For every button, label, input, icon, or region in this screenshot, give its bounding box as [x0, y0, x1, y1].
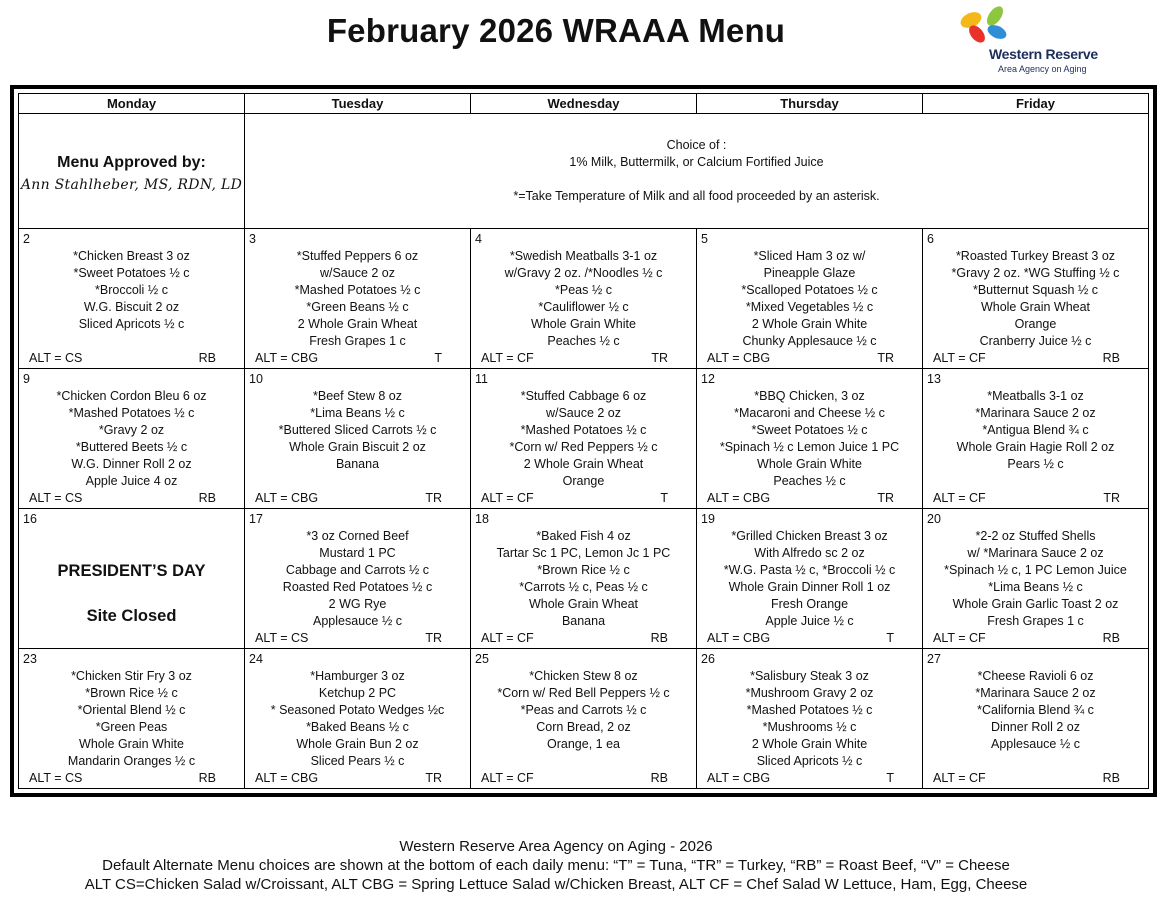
menu-items [923, 528, 1148, 631]
alt-option: ALT = CS [29, 491, 83, 505]
menu-item: Orange, 1 ea [547, 737, 620, 752]
day-cell [19, 649, 245, 789]
holiday-notice [19, 549, 244, 639]
menu-item: *California Blend ¾ c [977, 703, 1094, 718]
menu-item: *Mashed Potatoes ½ c [520, 423, 647, 438]
menu-item: 2 Whole Grain White [751, 317, 868, 332]
menu-item: Whole Grain Dinner Roll 1 oz [728, 580, 891, 595]
day-cell [697, 649, 923, 789]
menu-items [923, 248, 1148, 351]
wraaa-logo [955, 4, 1105, 78]
day-cell [471, 369, 697, 509]
day-number: 26 [701, 652, 715, 666]
menu-item: W.G. Dinner Roll 2 oz [71, 457, 192, 472]
week-row [19, 229, 1149, 369]
alternate-code: TR [425, 631, 442, 645]
alt-option: ALT = CF [481, 631, 534, 645]
menu-items [471, 388, 696, 491]
menu-item: *Oriental Blend ½ c [77, 703, 186, 718]
menu-item: *Green Beans ½ c [306, 300, 409, 315]
menu-item: *Grilled Chicken Breast 3 oz [731, 529, 888, 543]
menu-item: w/Gravy 2 oz. /*Noodles ½ c [504, 266, 663, 281]
alt-option: ALT = CBG [255, 771, 319, 785]
menu-items [471, 528, 696, 631]
menu-item: *Broccoli ½ c [95, 283, 168, 298]
menu-item: Mandarin Oranges ½ c [67, 754, 196, 769]
day-number: 17 [249, 512, 263, 526]
day-cell [923, 509, 1149, 649]
menu-item: *Spinach ½ c Lemon Juice 1 PC [719, 440, 900, 455]
menu-item: Whole Grain Garlic Toast 2 oz [952, 597, 1119, 612]
alt-option: ALT = CBG [707, 491, 771, 505]
alternate-code: TR [1103, 491, 1120, 505]
weekday-header: Friday [923, 94, 1149, 114]
alternate-code: TR [425, 491, 442, 505]
menu-item: Whole Grain Wheat [528, 597, 639, 612]
menu-item: *Sweet Potatoes ½ c [751, 423, 868, 438]
menu-item: With Alfredo sc 2 oz [754, 546, 865, 561]
choice-options: 1% Milk, Buttermilk, or Calcium Fortified Juice [569, 155, 824, 169]
day-cell [245, 369, 471, 509]
day-number: 2 [23, 232, 30, 246]
day-number: 3 [249, 232, 256, 246]
alternate-code: RB [1102, 771, 1120, 785]
menu-item: Pineapple Glaze [763, 266, 856, 281]
menu-calendar-frame [10, 85, 1157, 797]
menu-items [697, 388, 922, 491]
menu-item: *Lima Beans ½ c [988, 580, 1083, 595]
alt-option: ALT = CS [29, 351, 83, 365]
menu-item: *Chicken Breast 3 oz [73, 249, 190, 263]
menu-item: w/Sauce 2 oz [545, 406, 622, 421]
menu-item: Fresh Grapes 1 c [987, 614, 1084, 629]
alternate-code: TR [877, 351, 894, 365]
menu-item: 2 Whole Grain Wheat [297, 317, 418, 332]
approved-label: Menu Approved by: [57, 153, 206, 171]
menu-item: *Marinara Sauce 2 oz [975, 686, 1096, 701]
menu-item: *Hamburger 3 oz [310, 669, 405, 683]
weekday-header: Thursday [697, 94, 923, 114]
alternate-code: RB [1102, 631, 1120, 645]
menu-item: Whole Grain Wheat [980, 300, 1091, 315]
day-cell [697, 229, 923, 369]
day-number: 18 [475, 512, 489, 526]
menu-item: *Marinara Sauce 2 oz [975, 406, 1096, 421]
alt-option: ALT = CBG [707, 351, 771, 365]
menu-items [697, 248, 922, 351]
week-row [19, 649, 1149, 789]
alternate-code: RB [650, 631, 668, 645]
holiday-line: PRESIDENT’S DAY [57, 562, 206, 580]
menu-item: Applesauce ½ c [313, 614, 402, 629]
day-number: 6 [927, 232, 934, 246]
menu-items [471, 668, 696, 753]
day-number: 19 [701, 512, 715, 526]
beverage-choice-cell [245, 114, 1149, 229]
footer-agency: Western Reserve Area Agency on Aging - 2026 [399, 838, 713, 855]
alternate-code: RB [198, 771, 216, 785]
menu-item: Peaches ½ c [547, 334, 620, 349]
menu-items [245, 668, 470, 771]
menu-item: *Carrots ½ c, Peas ½ c [519, 580, 648, 595]
menu-item: Corn Bread, 2 oz [536, 720, 631, 735]
menu-item: Whole Grain Hagie Roll 2 oz [956, 440, 1115, 455]
alt-option: ALT = CF [481, 491, 534, 505]
menu-items [697, 668, 922, 771]
holiday-line: Site Closed [86, 607, 177, 625]
menu-item: Orange [1014, 317, 1057, 332]
menu-items [697, 528, 922, 631]
menu-item: *BBQ Chicken, 3 oz [754, 389, 865, 403]
day-cell [471, 649, 697, 789]
menu-item: *Butternut Squash ½ c [972, 283, 1099, 298]
menu-item: Whole Grain White [531, 317, 636, 332]
menu-item: Chunky Applesauce ½ c [742, 334, 877, 349]
menu-item: Whole Grain Bun 2 oz [296, 737, 419, 752]
menu-item: *Corn w/ Red Peppers ½ c [509, 440, 658, 455]
menu-item: *Chicken Cordon Bleu 6 oz [56, 389, 207, 403]
menu-item: *Mashed Potatoes ½ c [294, 283, 421, 298]
menu-item: Roasted Red Potatoes ½ c [282, 580, 433, 595]
day-cell [471, 509, 697, 649]
menu-calendar [18, 93, 1149, 789]
menu-items [245, 388, 470, 473]
menu-item: *Green Peas [95, 720, 168, 735]
week-row [19, 369, 1149, 509]
menu-items [245, 248, 470, 351]
alternate-code: TR [425, 771, 442, 785]
menu-item: *Baked Fish 4 oz [536, 529, 631, 543]
day-number: 25 [475, 652, 489, 666]
alt-option: ALT = CS [255, 631, 309, 645]
alternate-code: T [660, 491, 668, 505]
alt-option: ALT = CBG [255, 351, 319, 365]
menu-item: 2 WG Rye [328, 597, 387, 612]
menu-item: W.G. Biscuit 2 oz [83, 300, 180, 315]
alt-option: ALT = CBG [707, 631, 771, 645]
menu-item: Whole Grain Biscuit 2 oz [289, 440, 426, 455]
logo-subtitle: Area Agency on Aging [998, 64, 1087, 74]
day-number: 27 [927, 652, 941, 666]
page-title: February 2026 WRAAA Menu [326, 12, 786, 49]
menu-item: Whole Grain White [757, 457, 862, 472]
menu-item: *Sweet Potatoes ½ c [73, 266, 190, 281]
menu-item: *Mashed Potatoes ½ c [68, 406, 195, 421]
menu-item: *Roasted Turkey Breast 3 oz [955, 249, 1116, 263]
alt-option: ALT = CF [933, 491, 986, 505]
alt-option: ALT = CF [481, 771, 534, 785]
menu-item: *Corn w/ Red Bell Peppers ½ c [497, 686, 670, 701]
weekday-header-row [19, 94, 1149, 114]
menu-item: Apple Juice 4 oz [85, 474, 178, 489]
alt-option: ALT = CBG [707, 771, 771, 785]
menu-items [19, 248, 244, 333]
day-number: 20 [927, 512, 941, 526]
menu-item: *Mashed Potatoes ½ c [746, 703, 873, 718]
day-number: 23 [23, 652, 37, 666]
menu-item: Orange [562, 474, 605, 489]
day-cell [697, 509, 923, 649]
menu-item: *Mushroom Gravy 2 oz [745, 686, 874, 701]
menu-item: Peaches ½ c [773, 474, 846, 489]
menu-item: *Mushrooms ½ c [762, 720, 857, 735]
leaf-logo-icon [955, 4, 1015, 52]
day-cell [19, 509, 245, 649]
alt-option: ALT = CBG [255, 491, 319, 505]
menu-item: Banana [561, 614, 606, 629]
menu-item: *Lima Beans ½ c [310, 406, 405, 421]
day-number: 12 [701, 372, 715, 386]
menu-item: Apple Juice ½ c [765, 614, 854, 629]
footer-alternate-legend: Default Alternate Menu choices are shown at the bottom of each daily menu: “T” = Tuna, “TR” = Turkey, “RB” = Roast Beef, “V” = Cheese [102, 857, 1010, 874]
footer-alt-definitions: ALT CS=Chicken Salad w/Croissant, ALT CBG = Spring Lettuce Salad w/Chicken Breast, ALT CF = Chef Salad W Lettuce, Ham, Egg, Cheese [84, 876, 1028, 893]
menu-item: *Beef Stew 8 oz [313, 389, 402, 403]
menu-item: *Antigua Blend ¾ c [982, 423, 1089, 438]
day-number: 9 [23, 372, 30, 386]
alt-option: ALT = CF [933, 771, 986, 785]
day-number: 10 [249, 372, 263, 386]
day-cell [245, 229, 471, 369]
menu-item: Pears ½ c [1007, 457, 1064, 472]
day-cell [471, 229, 697, 369]
alt-option: ALT = CF [933, 631, 986, 645]
alternate-code: T [886, 631, 894, 645]
day-cell [19, 229, 245, 369]
menu-item: Mustard 1 PC [319, 546, 396, 561]
alternate-code: RB [1102, 351, 1120, 365]
week-row [19, 509, 1149, 649]
menu-item: *Brown Rice ½ c [85, 686, 178, 701]
alternate-code: TR [651, 351, 668, 365]
approval-cell [19, 114, 245, 229]
day-number: 16 [23, 512, 37, 526]
menu-item: *Gravy 2 oz [98, 423, 165, 438]
menu-item: *Chicken Stir Fry 3 oz [71, 669, 192, 683]
day-cell [923, 649, 1149, 789]
day-number: 5 [701, 232, 708, 246]
menu-item: *Gravy 2 oz. *WG Stuffing ½ c [951, 266, 1120, 281]
menu-item: *Buttered Sliced Carrots ½ c [278, 423, 437, 438]
alt-option: ALT = CS [29, 771, 83, 785]
alternate-code: RB [198, 351, 216, 365]
menu-items [19, 388, 244, 491]
logo-name: Western Reserve [989, 46, 1098, 62]
menu-item: *Spinach ½ c, 1 PC Lemon Juice [944, 563, 1127, 578]
menu-item: w/Sauce 2 oz [319, 266, 396, 281]
menu-item: *Swedish Meatballs 3-1 oz [509, 249, 658, 263]
day-number: 13 [927, 372, 941, 386]
menu-items [923, 668, 1148, 753]
menu-items [923, 388, 1148, 473]
menu-item: *W.G. Pasta ½ c, *Broccoli ½ c [723, 563, 896, 578]
menu-item: *Stuffed Peppers 6 oz [296, 249, 419, 263]
dietitian-signature: Ann Stahlheber, MS, RDN, LD [20, 176, 243, 193]
menu-item: Tartar Sc 1 PC, Lemon Jc 1 PC [496, 546, 671, 561]
day-cell [697, 369, 923, 509]
menu-item: Banana [335, 457, 380, 472]
alternate-code: T [434, 351, 442, 365]
weekday-header: Tuesday [245, 94, 471, 114]
menu-item: *Salisbury Steak 3 oz [750, 669, 869, 683]
menu-item: *2-2 oz Stuffed Shells [975, 529, 1096, 543]
alt-option: ALT = CF [481, 351, 534, 365]
menu-item: Fresh Grapes 1 c [309, 334, 406, 349]
menu-item: *Buttered Beets ½ c [75, 440, 188, 455]
menu-item: *Macaroni and Cheese ½ c [734, 406, 885, 421]
menu-item: *Meatballs 3-1 oz [987, 389, 1084, 403]
day-cell [245, 649, 471, 789]
menu-item: Applesauce ½ c [991, 737, 1080, 752]
menu-items [19, 668, 244, 771]
day-cell [923, 369, 1149, 509]
menu-item: *Stuffed Cabbage 6 oz [520, 389, 647, 403]
alt-option: ALT = CF [933, 351, 986, 365]
menu-item: Sliced Apricots ½ c [756, 754, 863, 769]
menu-item: *Baked Beans ½ c [306, 720, 409, 735]
day-number: 4 [475, 232, 482, 246]
menu-item: *Scalloped Potatoes ½ c [741, 283, 878, 298]
temperature-note: *=Take Temperature of Milk and all food proceeded by an asterisk. [513, 189, 880, 203]
menu-item: w/ *Marinara Sauce 2 oz [967, 546, 1104, 561]
weekday-header: Wednesday [471, 94, 697, 114]
footer [0, 837, 1112, 894]
day-cell [245, 509, 471, 649]
menu-item: Ketchup 2 PC [318, 686, 397, 701]
weekday-header: Monday [19, 94, 245, 114]
menu-item: Cabbage and Carrots ½ c [285, 563, 430, 578]
menu-item: Whole Grain White [79, 737, 184, 752]
menu-item: *Chicken Stew 8 oz [529, 669, 638, 683]
menu-item: 2 Whole Grain White [751, 737, 868, 752]
alternate-code: RB [650, 771, 668, 785]
menu-item: 2 Whole Grain Wheat [523, 457, 644, 472]
alternate-code: TR [877, 491, 894, 505]
alternate-code: T [886, 771, 894, 785]
menu-item: *Brown Rice ½ c [537, 563, 630, 578]
menu-item: Fresh Orange [770, 597, 849, 612]
menu-items [471, 248, 696, 351]
menu-item: Sliced Apricots ½ c [78, 317, 185, 332]
menu-item: Dinner Roll 2 oz [991, 720, 1080, 735]
menu-item: *Peas and Carrots ½ c [520, 703, 647, 718]
menu-item: *Mixed Vegetables ½ c [745, 300, 874, 315]
menu-item: *Cheese Ravioli 6 oz [977, 669, 1094, 683]
menu-item: *Peas ½ c [555, 283, 612, 298]
choice-title: Choice of : [666, 138, 727, 152]
day-cell [19, 369, 245, 509]
menu-item: *3 oz Corned Beef [306, 529, 409, 543]
menu-item: *Cauliflower ½ c [538, 300, 629, 315]
menu-item: Sliced Pears ½ c [310, 754, 405, 769]
menu-item: Cranberry Juice ½ c [979, 334, 1092, 349]
day-cell [923, 229, 1149, 369]
menu-item: * Seasoned Potato Wedges ½c [270, 703, 445, 718]
info-row [19, 114, 1149, 229]
day-number: 24 [249, 652, 263, 666]
alternate-code: RB [198, 491, 216, 505]
menu-item: *Sliced Ham 3 oz w/ [753, 249, 866, 263]
menu-items [245, 528, 470, 631]
day-number: 11 [475, 372, 488, 386]
